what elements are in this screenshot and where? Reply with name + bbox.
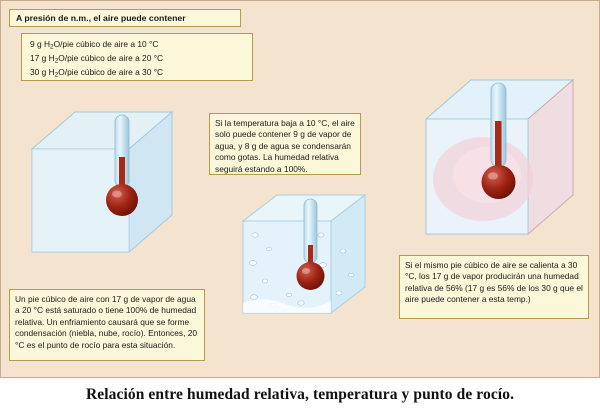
capacity-line-10c (30, 39, 244, 53)
textbox-capacity-values (21, 33, 253, 81)
capacity-line-20c-post: O/pie cúbico de aire a 20 °C (58, 53, 164, 63)
thermometer-10c (291, 197, 331, 297)
saturation-text: Un pie cúbico de aire con 17 g de vapor de agua a 20 °C está saturado o tiene 100% de humedad relativa. Un enfriamiento causará que se forme condensación (niebla, nube, rocío). Entonces, 20 °C es el punto de rocío para esta situación. (15, 294, 198, 350)
heating-text: Si el mismo pie cúbico de aire se calienta a 30 °C, los 17 g de vapor producirán una humedad relativa de 56% (17 g es 56% de los 30 g que el aire puede contener a esta temp.) (405, 260, 583, 305)
textbox-saturation-20c (9, 289, 205, 361)
cooling-text: Si la temperatura baja a 10 °C, el aire solo puede contener 9 g de vapor de agua, y 8 g de agua se condensarán como gotas. La humedad relativa seguirá estando a 100%. (215, 118, 355, 174)
capacity-line-20c-sub: 2 (54, 57, 59, 65)
capacity-line-10c-pre: 9 g H (30, 39, 51, 49)
capacity-line-20c-pre: 17 g H (30, 53, 55, 63)
capacity-line-10c-sub: 2 (50, 43, 54, 51)
header-text: A presión de n.m., el aire puede contener (16, 13, 186, 23)
textbox-header (9, 9, 241, 27)
capacity-line-10c-post: O/pie cúbico de aire a 10 °C (53, 39, 159, 49)
textbox-cooling-to-10c (209, 113, 361, 175)
capacity-line-30c-post: O/pie cúbico de aire a 30 °C (58, 67, 164, 77)
capacity-line-20c (30, 53, 244, 67)
thermometer-30c (475, 81, 523, 205)
capacity-line-30c-sub: 2 (54, 71, 59, 79)
capacity-line-30c-pre: 30 g H (30, 67, 55, 77)
figure-caption: Relación entre humedad relativa, temperatura y punto de rocío. (85, 386, 515, 403)
thermometer-20c (99, 113, 145, 223)
textbox-heating-to-30c (399, 255, 589, 319)
capacity-line-30c (30, 67, 244, 81)
